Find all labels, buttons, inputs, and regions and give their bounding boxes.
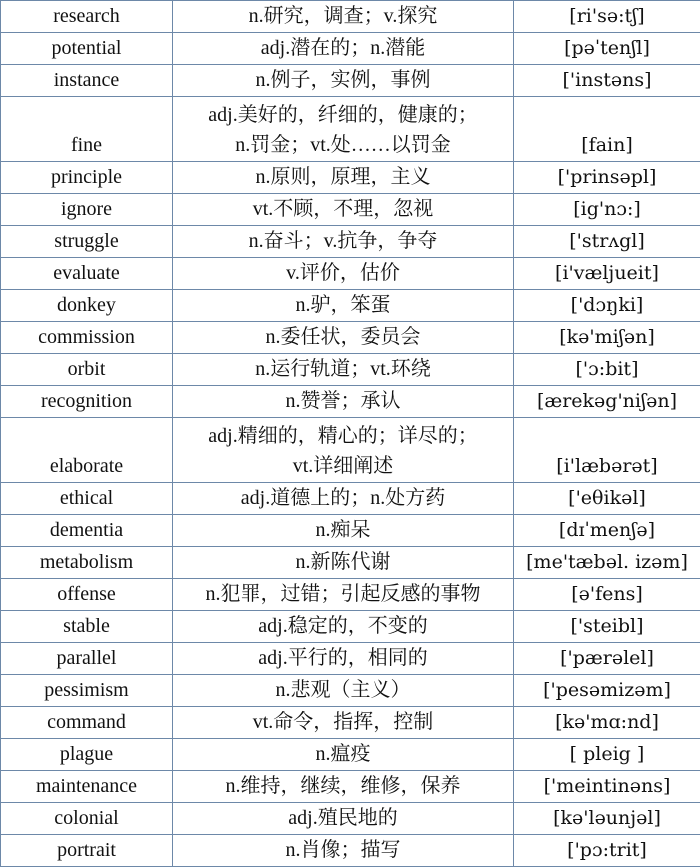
phonetic-cell: ['pærəlel] [514, 643, 700, 675]
phonetic-cell: ['dɔŋki] [514, 290, 700, 322]
word-cell: elaborate [1, 418, 173, 483]
table-row [1, 322, 700, 354]
table-row [1, 194, 700, 226]
meaning-line: n.悲观（主义） [177, 675, 509, 705]
table-row [1, 386, 700, 418]
meaning-line: adj.平行的，相同的 [177, 643, 509, 673]
table-row [1, 835, 700, 867]
word-cell: instance [1, 65, 173, 97]
meaning-cell [173, 579, 514, 611]
table-row [1, 547, 700, 579]
phonetic-cell: ['strʌgl] [514, 226, 700, 258]
meaning-cell [173, 33, 514, 65]
meaning-cell [173, 97, 514, 162]
phonetic-cell: [kə'miʃən] [514, 322, 700, 354]
table-row [1, 643, 700, 675]
phonetic-cell: [pəˈtenʃl] [514, 33, 700, 65]
phonetic-cell: ['ɔ:bit] [514, 354, 700, 386]
table-row [1, 354, 700, 386]
meaning-line: n.犯罪，过错；引起反感的事物 [177, 579, 509, 609]
phonetic-cell: [ærekəg'niʃən] [514, 386, 700, 418]
word-cell: metabolism [1, 547, 173, 579]
vocabulary-table-body [1, 1, 700, 867]
meaning-line: n.原则，原理，主义 [177, 162, 509, 192]
meaning-line: adj.道德上的；n.处方药 [177, 483, 509, 513]
table-row [1, 33, 700, 65]
word-cell: parallel [1, 643, 173, 675]
meaning-cell [173, 258, 514, 290]
phonetic-cell: ['pesəmizəm] [514, 675, 700, 707]
word-cell: stable [1, 611, 173, 643]
table-row [1, 611, 700, 643]
table-row [1, 226, 700, 258]
meaning-line: n.奋斗；v.抗争，争夺 [177, 226, 509, 256]
phonetic-cell: [me'tæbəl. izəm] [514, 547, 700, 579]
meaning-line: n.运行轨道；vt.环绕 [177, 354, 509, 384]
meaning-cell [173, 707, 514, 739]
meaning-cell [173, 65, 514, 97]
phonetic-cell: [ri'sə:tʃ] [514, 1, 700, 33]
phonetic-cell: ['steibl] [514, 611, 700, 643]
word-cell: portrait [1, 835, 173, 867]
meaning-line: n.研究，调查；v.探究 [177, 1, 509, 31]
table-row [1, 418, 700, 483]
meaning-line: n.驴，笨蛋 [177, 290, 509, 320]
meaning-line: vt.详细阐述 [177, 451, 509, 481]
meaning-cell [173, 739, 514, 771]
phonetic-cell: [dɪˈmenʃə] [514, 515, 700, 547]
phonetic-cell: ['eθikəl] [514, 483, 700, 515]
phonetic-cell: [kə'ləunjəl] [514, 803, 700, 835]
meaning-cell [173, 194, 514, 226]
word-cell: plague [1, 739, 173, 771]
meaning-line: adj.殖民地的 [177, 803, 509, 833]
phonetic-cell: ['pɔ:trit] [514, 835, 700, 867]
meaning-line: v.评价，估价 [177, 258, 509, 288]
word-cell: fine [1, 97, 173, 162]
word-cell: colonial [1, 803, 173, 835]
phonetic-cell: ['prinsəpl] [514, 162, 700, 194]
word-cell: struggle [1, 226, 173, 258]
word-cell: principle [1, 162, 173, 194]
meaning-line: n.痴呆 [177, 515, 509, 545]
word-cell: maintenance [1, 771, 173, 803]
meaning-cell [173, 290, 514, 322]
table-row [1, 707, 700, 739]
table-row [1, 579, 700, 611]
table-row [1, 97, 700, 162]
meaning-line: n.委任状，委员会 [177, 322, 509, 352]
meaning-cell [173, 354, 514, 386]
word-cell: donkey [1, 290, 173, 322]
word-cell: commission [1, 322, 173, 354]
word-cell: evaluate [1, 258, 173, 290]
word-cell: potential [1, 33, 173, 65]
table-row [1, 803, 700, 835]
meaning-line: n.瘟疫 [177, 739, 509, 769]
meaning-line: vt.命令，指挥，控制 [177, 707, 509, 737]
meaning-line: adj.潜在的；n.潜能 [177, 33, 509, 63]
meaning-line: n.赞誉；承认 [177, 386, 509, 416]
word-cell: ethical [1, 483, 173, 515]
meaning-line: n.肖像；描写 [177, 835, 509, 865]
meaning-line: vt.不顾，不理，忽视 [177, 194, 509, 224]
word-cell: recognition [1, 386, 173, 418]
meaning-cell [173, 611, 514, 643]
phonetic-cell: [i'læbərət] [514, 418, 700, 483]
meaning-cell [173, 386, 514, 418]
table-row [1, 739, 700, 771]
word-cell: research [1, 1, 173, 33]
table-row [1, 65, 700, 97]
table-row [1, 290, 700, 322]
meaning-cell [173, 226, 514, 258]
meaning-cell [173, 675, 514, 707]
table-row [1, 515, 700, 547]
meaning-line: n.新陈代谢 [177, 547, 509, 577]
word-cell: offense [1, 579, 173, 611]
table-row [1, 1, 700, 33]
phonetic-cell: [fain] [514, 97, 700, 162]
word-cell: command [1, 707, 173, 739]
word-cell: dementia [1, 515, 173, 547]
meaning-cell [173, 771, 514, 803]
meaning-cell [173, 803, 514, 835]
meaning-cell [173, 547, 514, 579]
phonetic-cell: [ pleig ] [514, 739, 700, 771]
meaning-line: n.例子，实例，事例 [177, 65, 509, 95]
meaning-line: n.罚金；vt.处……以罚金 [177, 130, 509, 160]
meaning-cell [173, 643, 514, 675]
table-row [1, 162, 700, 194]
table-row [1, 258, 700, 290]
meaning-line: n.维持，继续，维修，保养 [177, 771, 509, 801]
phonetic-cell: [kə'mɑ:nd] [514, 707, 700, 739]
meaning-cell [173, 835, 514, 867]
word-cell: pessimism [1, 675, 173, 707]
phonetic-cell: [i'væljueit] [514, 258, 700, 290]
meaning-cell [173, 515, 514, 547]
phonetic-cell: [ig'nɔ:] [514, 194, 700, 226]
table-row [1, 483, 700, 515]
meaning-line: adj.美好的，纤细的，健康的； [177, 100, 509, 130]
table-row [1, 771, 700, 803]
meaning-line: adj.精细的，精心的；详尽的； [177, 421, 509, 451]
phonetic-cell: ['instəns] [514, 65, 700, 97]
meaning-cell [173, 162, 514, 194]
table-row [1, 675, 700, 707]
meaning-cell [173, 483, 514, 515]
meaning-cell [173, 418, 514, 483]
word-cell: ignore [1, 194, 173, 226]
word-cell: orbit [1, 354, 173, 386]
meaning-cell [173, 322, 514, 354]
meaning-line: adj.稳定的，不变的 [177, 611, 509, 641]
phonetic-cell: [ə'fens] [514, 579, 700, 611]
phonetic-cell: ['meintinəns] [514, 771, 700, 803]
meaning-cell [173, 1, 514, 33]
